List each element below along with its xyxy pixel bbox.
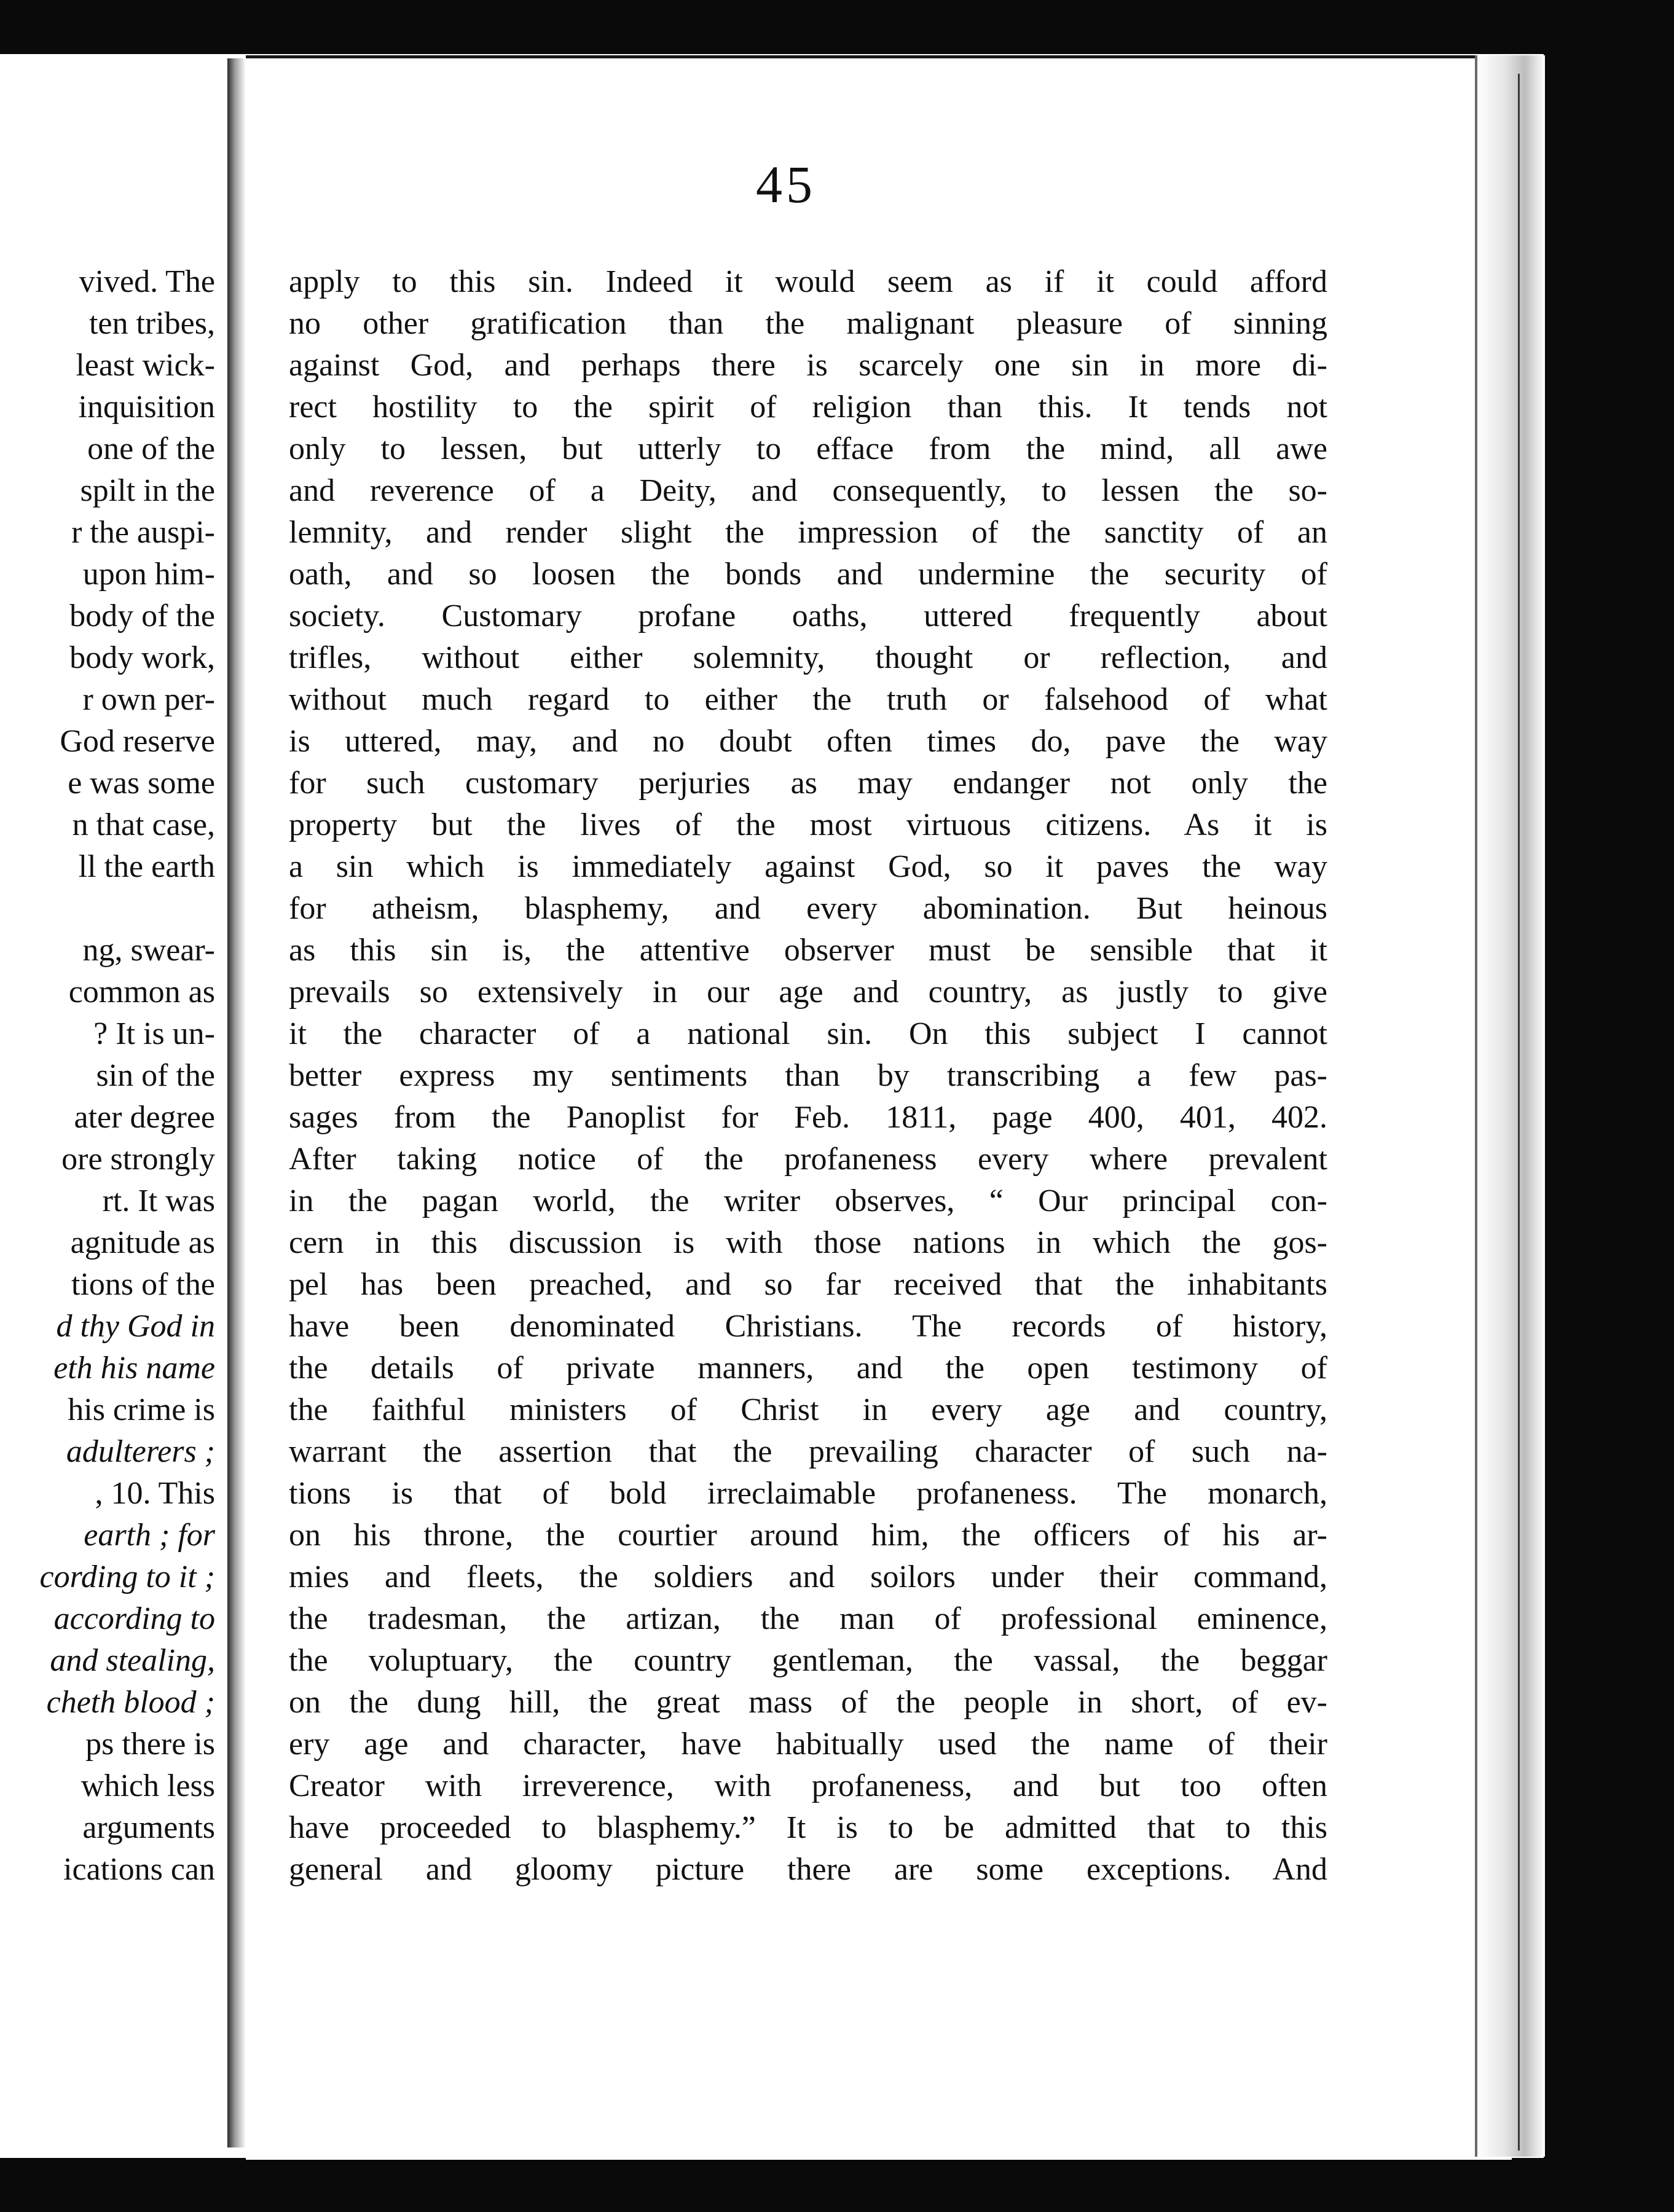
body-line: oath, and so loosen the bonds and undermine the security of <box>289 557 1327 592</box>
facing-page-line: r the auspi- <box>71 515 215 550</box>
body-line: the details of private manners, and the open testimony of <box>289 1351 1327 1386</box>
book-gutter <box>227 58 246 2147</box>
facing-page-line: and stealing, <box>50 1643 215 1678</box>
page-edge-line <box>1518 74 1544 2151</box>
facing-page-left <box>0 58 231 2147</box>
body-line: the tradesman, the artizan, the man of professional eminence, <box>289 1601 1327 1636</box>
body-line: trifles, without either solemnity, thought or reflection, and <box>289 640 1327 675</box>
body-line: have been denominated Christians. The records of history, <box>289 1309 1327 1344</box>
body-line: Creator with irreverence, with profaneness, and but too often <box>289 1768 1327 1803</box>
body-line: property but the lives of the most virtuous citizens. As it is <box>289 807 1327 842</box>
facing-page-line: eth his name <box>53 1351 215 1386</box>
body-line: no other gratification than the malignant pleasure of sinning <box>289 306 1327 341</box>
body-line: the faithful ministers of Christ in every age and country, <box>289 1392 1327 1427</box>
facing-page-line: ? It is un- <box>93 1016 215 1051</box>
body-line: the voluptuary, the country gentleman, the vassal, the beggar <box>289 1643 1327 1678</box>
facing-page-line: one of the <box>87 431 215 466</box>
facing-page-line: vived. The <box>79 264 215 299</box>
body-line: on the dung hill, the great mass of the people in short, of ev- <box>289 1685 1327 1720</box>
facing-page-line: ll the earth <box>78 849 215 884</box>
body-line: After taking notice of the profaneness every where prevalent <box>289 1142 1327 1177</box>
body-line: without much regard to either the truth or falsehood of what <box>289 682 1327 717</box>
facing-page-line: his crime is <box>68 1392 215 1427</box>
facing-page-line: ications can <box>63 1852 215 1887</box>
facing-page-line: body of the <box>69 598 215 633</box>
facing-page-line: agnitude as <box>70 1225 215 1260</box>
facing-page-line: , 10. This <box>95 1476 215 1511</box>
facing-page-line: common as <box>68 975 215 1010</box>
facing-page-line: ps there is <box>85 1727 215 1762</box>
facing-page-line: earth ; for <box>84 1518 215 1553</box>
body-text <box>289 261 1327 1891</box>
facing-page-line: n that case, <box>72 807 215 842</box>
body-line: have proceeded to blasphemy.” It is to be admitted that to this <box>289 1810 1327 1845</box>
body-line: for such customary perjuries as may endanger not only the <box>289 766 1327 801</box>
body-line: on his throne, the courtier around him, the officers of his ar- <box>289 1518 1327 1553</box>
facing-page-line: least wick- <box>76 348 215 383</box>
facing-page-line: adulterers ; <box>66 1434 215 1469</box>
body-line: is uttered, may, and no doubt often times do, pave the way <box>289 724 1327 759</box>
body-line: society. Customary profane oaths, uttered frequently about <box>289 598 1327 633</box>
facing-page-line: e was some <box>68 766 215 801</box>
body-line: against God, and perhaps there is scarcely one sin in more di- <box>289 348 1327 383</box>
facing-page-line <box>0 888 215 930</box>
body-line: as this sin is, the attentive observer must be sensible that it <box>289 933 1327 968</box>
facing-page-line: sin of the <box>96 1058 215 1093</box>
body-line: better express my sentiments than by transcribing a few pas- <box>289 1058 1327 1093</box>
body-line: sages from the Panoplist for Feb. 1811, page 400, 401, 402. <box>289 1100 1327 1135</box>
facing-page-line: God reserve <box>60 724 215 759</box>
facing-page-line: cording to it ; <box>39 1559 215 1594</box>
page-number: 45 <box>756 155 816 214</box>
body-line: prevails so extensively in our age and country, as justly to give <box>289 975 1327 1010</box>
facing-page-line: according to <box>53 1601 215 1636</box>
facing-page-line: spilt in the <box>80 473 215 508</box>
body-line: apply to this sin. Indeed it would seem as if it could afford <box>289 264 1327 299</box>
facing-page-line: r own per- <box>82 682 215 717</box>
facing-page-line: ng, swear- <box>82 933 215 968</box>
facing-page-line: inquisition <box>78 390 215 425</box>
body-line: cern in this discussion is with those nations in which the gos- <box>289 1225 1327 1260</box>
facing-page-line: which less <box>81 1768 215 1803</box>
body-line: and reverence of a Deity, and consequently, to lessen the so- <box>289 473 1327 508</box>
body-line: general and gloomy picture there are some exceptions. And <box>289 1852 1327 1887</box>
body-line: in the pagan world, the writer observes, “ Our principal con- <box>289 1183 1327 1218</box>
facing-page-line: rt. It was <box>102 1183 215 1218</box>
body-line: mies and fleets, the soldiers and soilors under their command, <box>289 1559 1327 1594</box>
facing-page-line: tions of the <box>71 1267 215 1302</box>
facing-page-line: ater degree <box>74 1100 215 1135</box>
facing-page-text <box>0 261 215 1891</box>
body-line: tions is that of bold irreclaimable profaneness. The monarch, <box>289 1476 1327 1511</box>
body-line: rect hostility to the spirit of religion than this. It tends not <box>289 390 1327 425</box>
facing-page-line: ten tribes, <box>88 306 215 341</box>
facing-page-line: body work, <box>69 640 215 675</box>
scan-border-top <box>0 0 1674 54</box>
scan-border-bottom <box>0 2158 1674 2212</box>
body-line: pel has been preached, and so far received that the inhabitants <box>289 1267 1327 1302</box>
body-line: warrant the assertion that the prevailing character of such na- <box>289 1434 1327 1469</box>
body-line: lemnity, and render slight the impression of the sanctity of an <box>289 515 1327 550</box>
facing-page-line: d thy God in <box>56 1309 215 1344</box>
body-line: ery age and character, have habitually used the name of their <box>289 1727 1327 1762</box>
facing-page-line: cheth blood ; <box>46 1685 215 1720</box>
facing-page-line: ore strongly <box>61 1142 215 1177</box>
scan-border-right <box>1544 0 1674 2212</box>
facing-page-line: upon him- <box>82 557 215 592</box>
facing-page-line: arguments <box>82 1810 215 1845</box>
body-line: it the character of a national sin. On this subject I cannot <box>289 1016 1327 1051</box>
body-line: for atheism, blasphemy, and every abomination. But heinous <box>289 891 1327 926</box>
body-line: only to lessen, but utterly to efface from the mind, all awe <box>289 431 1327 466</box>
body-line: a sin which is immediately against God, so it paves the way <box>289 849 1327 884</box>
